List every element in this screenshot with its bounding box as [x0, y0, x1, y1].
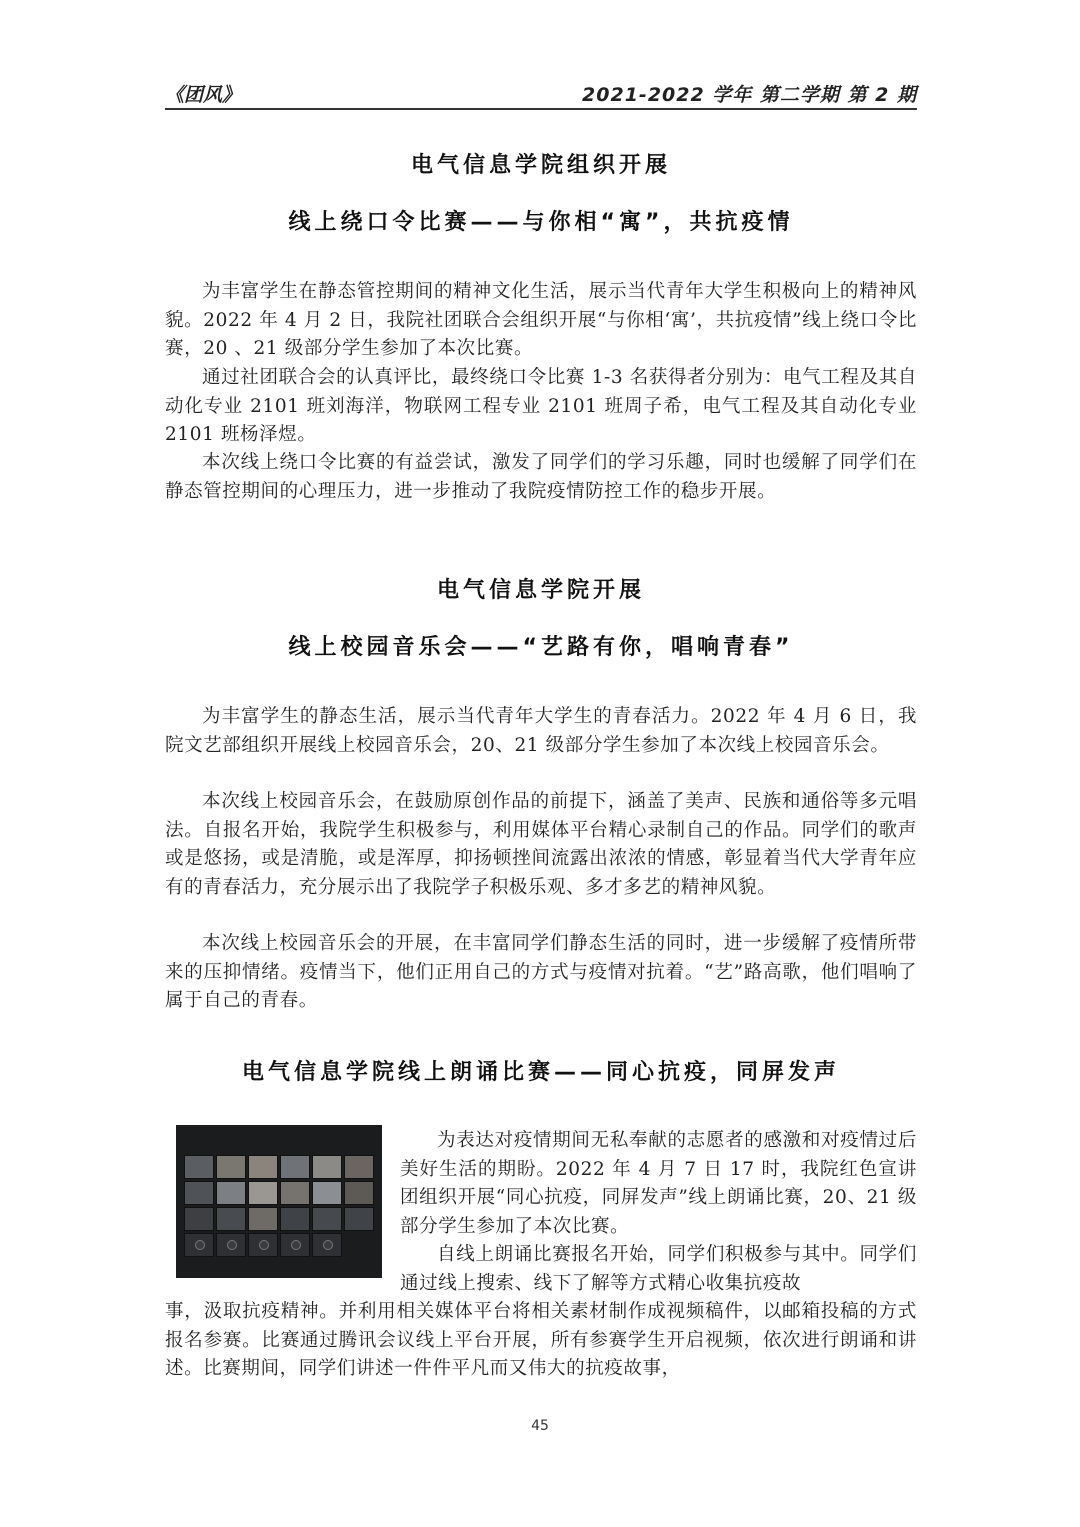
article3-paragraph-1: 为表达对疫情期间无私奉献的志愿者的感激和对疫情过后美好生活的期盼。2022 年 4 月 7 日 17 时，我院红色宣讲团组织开展“同心抗疫，同屏发声”线上朗诵比赛，20、21 级部分学生参加了本次比赛。	[400, 1130, 917, 1237]
video-conference-screenshot	[176, 1125, 382, 1278]
article2-title-line1: 电气信息学院开展	[436, 578, 645, 603]
article2-paragraph-1: 为丰富学生的静态生活，展示当代青年大学生的青春活力。2022 年 4 月 6 日，我院文艺部组织开展线上校园音乐会，20、21 级部分学生参加了本次线上校园音乐会。	[165, 706, 917, 756]
article1-paragraph-3: 本次线上绕口令比赛的有益尝试，激发了同学们的学习乐趣，同时也缓解了同学们在静态管控期间的心理压力，进一步推动了我院疫情防控工作的稳步开展。	[165, 452, 917, 502]
article1-title-line1: 电气信息学院组织开展	[410, 153, 671, 178]
page-header	[165, 78, 917, 110]
article1-paragraph-2: 通过社团联合会的认真评比，最终绕口令比赛 1-3 名获得者分别为：电气工程及其自动化专业 2101 班刘海洋，物联网工程专业 2101 班周子希，电气工程及其自动化专业 2101 班杨泽煜。	[165, 367, 917, 445]
article3-title: 电气信息学院线上朗诵比赛——同心抗疫，同屏发声	[241, 1060, 840, 1085]
page-number: 45	[531, 1418, 549, 1434]
article3-paragraph-2-continued: 事，汲取抗疫精神。并利用相关媒体平台将相关素材制作成视频稿件，以邮箱投稿的方式报名参赛。比赛通过腾讯会议线上平台开展，所有参赛学生开启视频，依次进行朗诵和讲述。比赛期间，同学们讲述一件件平凡而又伟大的抗疫故事，	[165, 1301, 917, 1379]
article2-paragraph-2: 本次线上校园音乐会，在鼓励原创作品的前提下，涵盖了美声、民族和通俗等多元唱法。自报名开始，我院学生积极参与，利用媒体平台精心录制自己的作品。同学们的歌声或是悠扬，或是清脆，或是浑厚，抑扬顿挫间流露出浓浓的情感，彰显着当代大学青年应有的青春活力，充分展示出了我院学子积极乐观、多才多艺的精神风貌。	[165, 791, 917, 898]
article2-paragraph-3: 本次线上校园音乐会的开展，在丰富同学们静态生活的同时，进一步缓解了疫情所带来的压抑情绪。疫情当下，他们正用自己的方式与疫情对抗着。“艺”路高歌，他们唱响了属于自己的青春。	[165, 933, 917, 1011]
article1-paragraph-1: 为丰富学生在静态管控期间的精神文化生活，展示当代青年大学生积极向上的精神风貌。2022 年 4 月 2 日，我院社团联合会组织开展“与你相‘寓’，共抗疫情”线上绕口令比赛，20 、21 级部分学生参加了本次比赛。	[165, 281, 917, 359]
journal-name: 《团风》	[165, 84, 242, 106]
article1-title-line2: 线上绕口令比赛——与你相“寓”，共抗疫情	[288, 210, 794, 235]
issue-info: 2021-2022 学年 第二学期 第 2 期	[582, 84, 917, 106]
article3-paragraph-2-wrap: 自线上朗诵比赛报名开始，同学们积极参与其中。同学们通过线上搜索、线下了解等方式精心收集抗疫故	[400, 1244, 917, 1294]
article2-title-line2: 线上校园音乐会——“艺路有你，唱响青春”	[288, 635, 794, 660]
